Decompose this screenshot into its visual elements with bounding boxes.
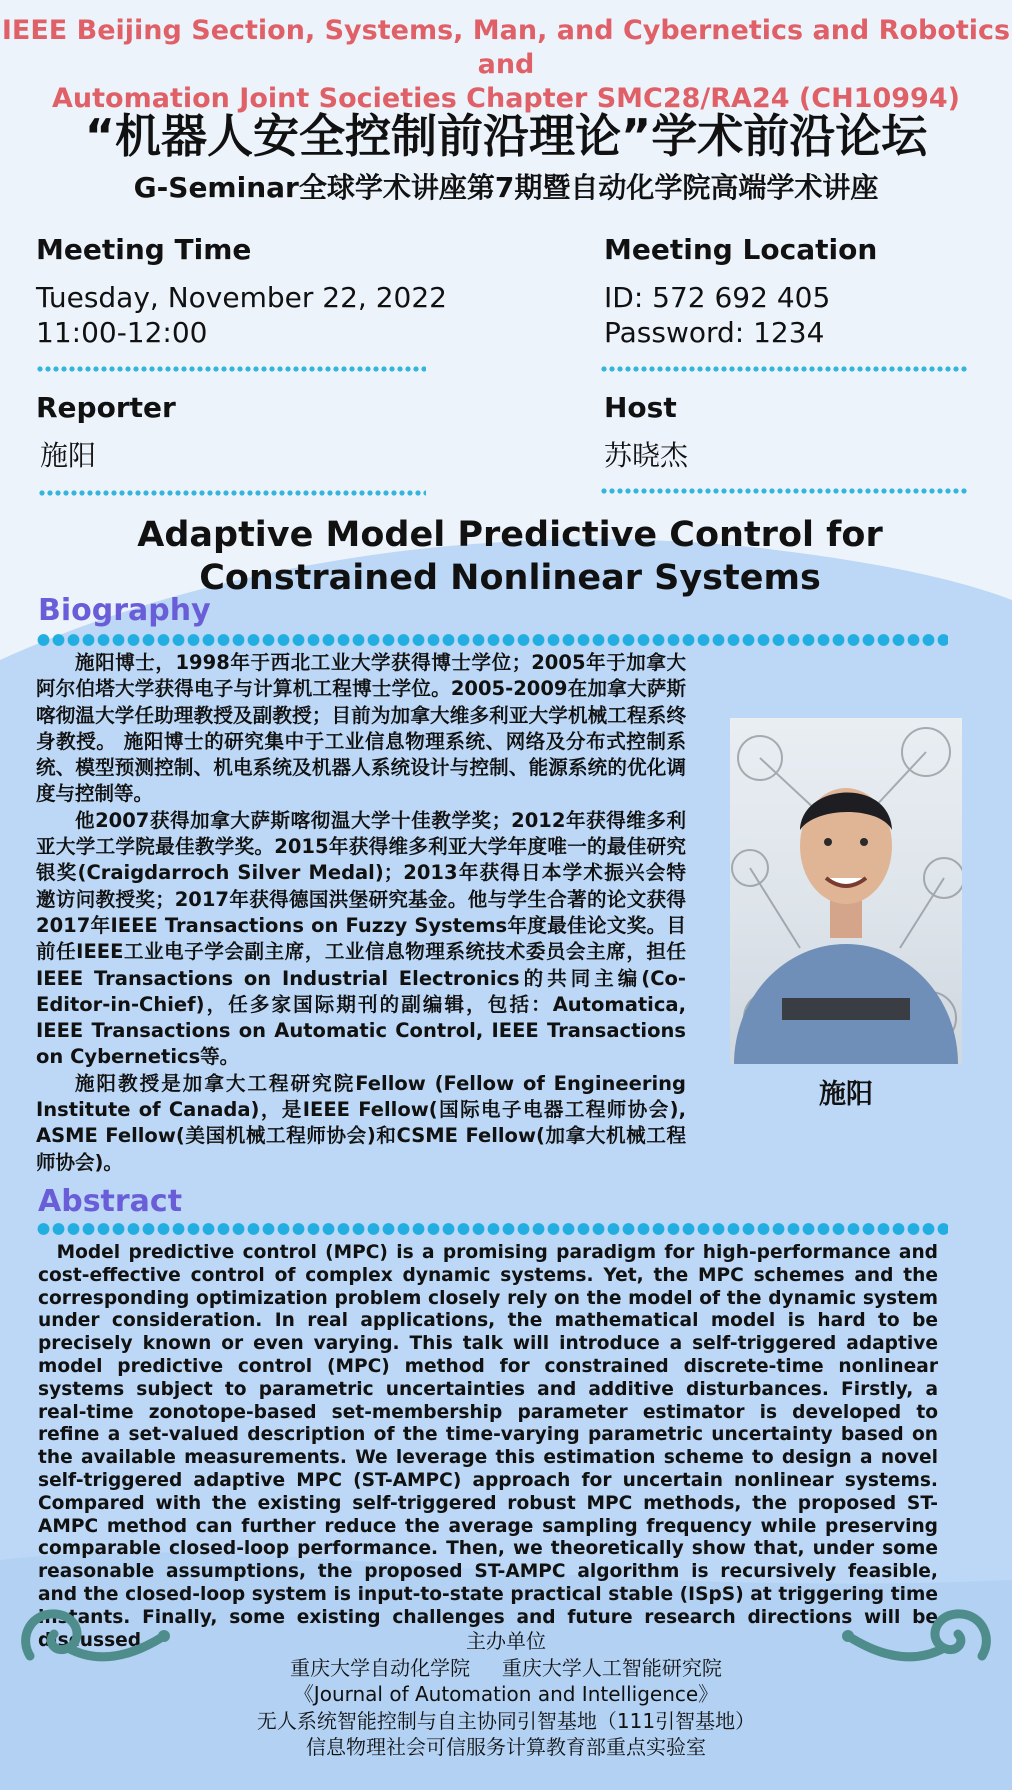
divider-dots [36,366,426,372]
meeting-time-hours: 11:00-12:00 [36,316,208,349]
biography-paragraph-2: 他2007获得加拿大萨斯喀彻温大学十佳教学奖；2012年获得维多利亚大学工学院最佳教学奖。2015年获得维多利亚大学年度唯一的最佳研究银奖(Craigdarroch Silver Medal)；2013年获得日本学术振兴会特邀访问教授奖；2017年获得德国洪堡研究基金。他与学生合著的论文获得2017年IEEE Transactions on Fuzzy Systems年度最佳论文奖。目前任IEEE工业电子学会副主席，工业信息物理系统技术委员会主席，担任IEEE Transactions on Industrial Electronics的共同主编(Co-Editor-in-Chief)，任多家国际期刊的副编辑，包括：Automatica, IEEE Transactions on Automatic Control, IEEE Transactions on Cybernetics等。 [36,808,686,1069]
footer-line-1: 重庆大学自动化学院 重庆大学人工智能研究院 [290,1655,722,1680]
biography-heading: Biography [38,593,211,628]
organizer-line-1: IEEE Beijing Section, Systems, Man, and Cybernetics and Robotics and [1,15,1011,80]
forum-title: “机器人安全控制前沿理论”学术前沿论坛 [84,109,928,163]
reporter-block [36,390,456,473]
footer-line-3: 无人系统智能控制与自主协同引智基地（111引智基地） [256,1708,756,1733]
biography-paragraph-1: 施阳博士，1998年于西北工业大学获得博士学位；2005年于加拿大阿尔伯塔大学获得电子与计算机工程博士学位。2005-2009在加拿大萨斯喀彻温大学任助理教授及副教授；目前为加拿大维多利亚大学机械工程系终身教授。 施阳博士的研究集中于工业信息物理系统、网络及分布式控制系统、模型预测控制、机电系统及机器人系统设计与控制、能源系统的优化调度与控制等。 [36,651,686,806]
organizer-line-2: Automation Joint Societies Chapter SMC28/RA24 (CH10994) [52,83,960,114]
abstract-divider [36,1222,948,1236]
reporter-name: 施阳 [40,439,97,472]
portrait-photo [730,718,962,1064]
divider-dots [600,488,968,494]
meeting-time-date: Tuesday, November 22, 2022 [36,281,447,314]
host-label: Host [604,391,677,424]
organizer-header [0,14,1012,116]
footer-heading: 主办单位 [466,1629,546,1653]
host-block [604,390,1012,473]
footer-line-2: 《Journal of Automation and Intelligence》 [293,1682,719,1706]
biography-divider [36,633,948,647]
seminar-subtitle: G-Seminar全球学术讲座第7期暨自动化学院高端学术讲座 [133,171,879,204]
abstract-text: Model predictive control (MPC) is a promising paradigm for high-performance and cost-effective control of complex dynamic systems. Yet, the MPC schemes and the corresponding optimization problem closely rely on the model of the dynamic system under consideration. In real applications, the mathematical model is hard to be precisely known or even varying. This talk will introduce a self-triggered adaptive model predictive control (MPC) method for constrained discrete-time nonlinear systems subject to parametric uncertainties and additive disturbances. Firstly, a real-time zonotope-based set-membership parameter estimator is developed to refine a set-valued description of the time-varying parametric uncertainty based on the available measurements. We leverage this estimation scheme to design a novel self-triggered adaptive MPC (ST-AMPC) approach for uncertain nonlinear systems. Compared with the existing self-triggered robust MPC methods, the proposed ST-AMPC method can further reduce the average sampling frequency while preserving comparable closed-loop performance. Then, we theoretically show that, under some reasonable assumptions, the proposed ST-AMPC algorithm is recursively feasible, and the closed-loop system is input-to-state practical stable (ISpS) at triggering time instants. Finally, some existing challenges and future research directions will be discussed. [38,1242,938,1651]
reporter-label: Reporter [36,391,176,424]
talk-title: Adaptive Model Predictive Control for Constrained Nonlinear Systems [137,515,883,598]
meeting-password: Password: 1234 [604,316,825,349]
footer-line-4: 信息物理社会可信服务计算教育部重点实验室 [306,1735,706,1759]
host-name: 苏晓杰 [604,439,689,472]
meeting-time-block [36,232,456,350]
meeting-id: ID: 572 692 405 [604,281,831,314]
meeting-location-label: Meeting Location [604,233,878,266]
divider-dots [600,366,968,372]
portrait-illustration [730,718,962,1064]
meeting-location-block [604,232,1012,350]
divider-dots [38,490,426,496]
organizers-footer [0,1628,1012,1761]
abstract-heading: Abstract [38,1184,183,1219]
meeting-time-label: Meeting Time [36,233,252,266]
photo-caption: 施阳 [819,1079,873,1110]
biography-text [36,650,686,1176]
biography-paragraph-3: 施阳教授是加拿大工程研究院Fellow (Fellow of Engineering Institute of Canada)，是IEEE Fellow(国际电子电器工程师协会), ASME Fellow(美国机械工程师协会)和CSME Fellow(加拿大机械工程师协会)。 [36,1071,686,1174]
